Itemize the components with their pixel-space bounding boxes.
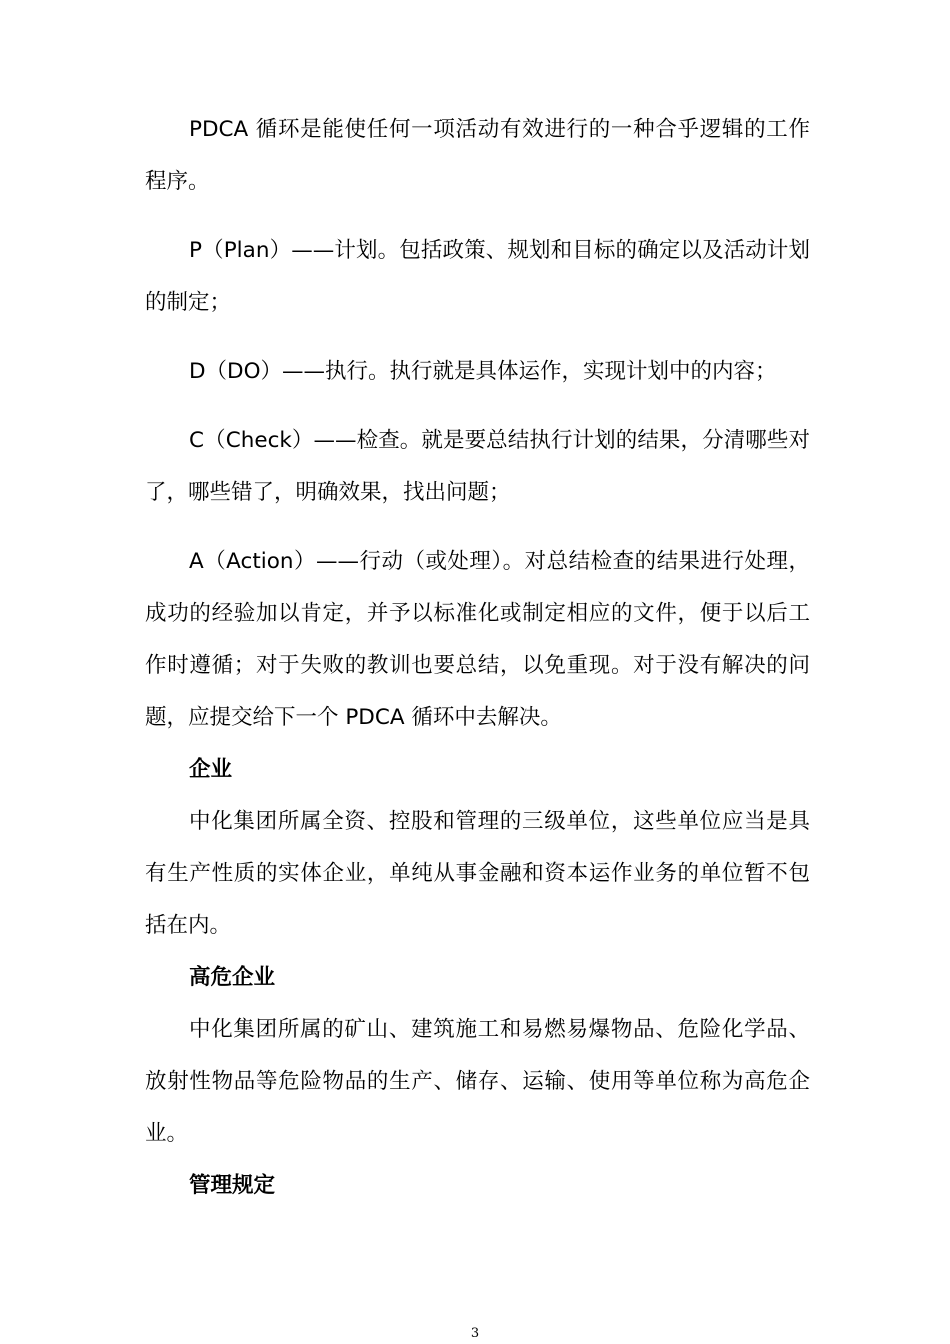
paragraph-action: A（Action）——行动（或处理）。对总结检查的结果进行处理，成功的经验加以肯定，并予以标准化或制定相应的文件，便于以后工作时遵循；对于失败的教训也要总结，以免重现。对于没有解决的问题，应提交给下一个 PDCA 循环中去解决。 [145, 549, 810, 730]
page-number: 3 [470, 1326, 480, 1341]
paragraph-enterprise: 中化集团所属全资、控股和管理的三级单位，这些单位应当是具有生产性质的实体企业，单纯从事金融和资本运作业务的单位暂不包括在内。 [145, 809, 810, 938]
document-body [145, 104, 810, 1212]
paragraph-check: C（Check）——检查。就是要总结执行计划的结果，分清哪些对了，哪些错了，明确效果，找出问题； [145, 428, 810, 505]
paragraph-high-risk-enterprise: 中化集团所属的矿山、建筑施工和易燃易爆物品、危险化学品、放射性物品等危险物品的生产、储存、运输、使用等单位称为高危企业。 [145, 1017, 810, 1146]
paragraph-plan: P（Plan）——计划。包括政策、规划和目标的确定以及活动计划的制定； [145, 238, 810, 315]
paragraph-pdca-intro: PDCA 循环是能使任何一项活动有效进行的一种合乎逻辑的工作程序。 [145, 117, 810, 194]
heading-enterprise: 企业 [189, 757, 233, 782]
paragraph-do: D（DO）——执行。执行就是具体运作，实现计划中的内容； [189, 359, 777, 384]
heading-management-rules: 管理规定 [189, 1173, 276, 1198]
heading-high-risk-enterprise: 高危企业 [189, 965, 276, 990]
